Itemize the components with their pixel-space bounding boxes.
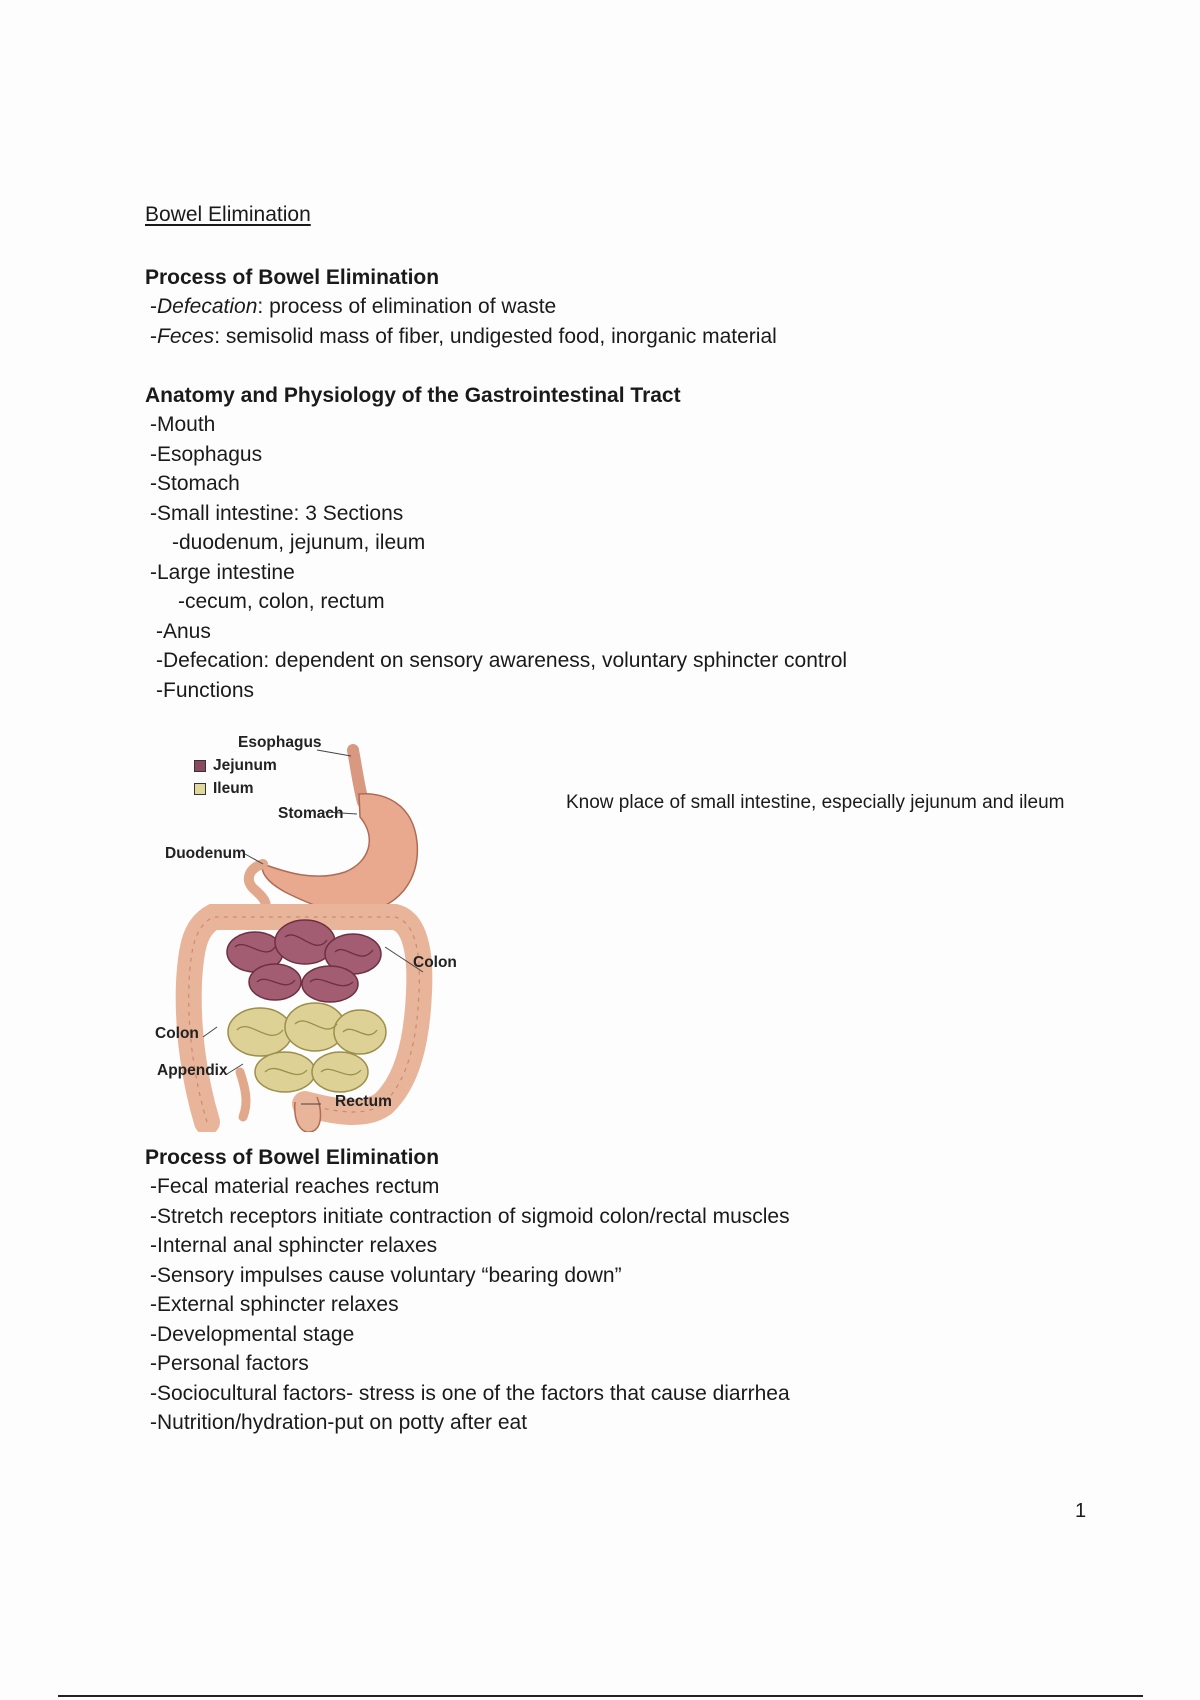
definition: : process of elimination of waste (257, 295, 557, 318)
list-item: -Sensory impulses cause voluntary “bearing down” (150, 1263, 622, 1287)
list-item: -Mouth (150, 413, 216, 436)
section-anatomy (145, 381, 1045, 705)
section-heading: Process of Bowel Elimination (145, 266, 440, 289)
list-item: -Stretch receptors initiate contraction of sigmoid colon/rectal muscles (150, 1204, 790, 1228)
definition: : semisolid mass of fiber, undigested food, inorganic material (214, 324, 777, 348)
list-item: -Feces: semisolid mass of fiber, undigested food, inorganic material (150, 324, 777, 348)
list-item: -Esophagus (150, 442, 263, 466)
rectum-shape (295, 1097, 321, 1132)
gi-tract-figure (145, 732, 470, 1132)
list-item: -Developmental stage (150, 1322, 355, 1346)
ileum-legend-swatch (194, 783, 206, 795)
list-item: -Anus (156, 619, 211, 643)
section-process-definitions (145, 263, 1045, 351)
label-stomach: Stomach (278, 805, 344, 822)
term: Feces (157, 324, 215, 348)
label-ileum: Ileum (213, 780, 254, 797)
ileum-coils (228, 1003, 386, 1092)
jejunum-legend-swatch (194, 760, 206, 772)
list-item: -Small intestine: 3 Sections (150, 501, 404, 525)
label-rectum: Rectum (335, 1093, 392, 1110)
list-item: -Fecal material reaches rectum (150, 1175, 440, 1198)
label-esophagus: Esophagus (238, 734, 322, 751)
term: Defecation (157, 295, 258, 318)
list-item: -Defecation: dependent on sensory awareness, voluntary sphincter control (156, 649, 848, 672)
list-item: -Functions (156, 678, 255, 702)
list-item: -Nutrition/hydration-put on potty after eat (150, 1411, 528, 1434)
section-heading: Process of Bowel Elimination (145, 1146, 440, 1169)
label-appendix: Appendix (157, 1062, 228, 1079)
label-duodenum: Duodenum (165, 845, 246, 862)
study-note: Know place of small intestine, especially jejunum and ileum (566, 792, 1065, 813)
section-process-steps (145, 1143, 1045, 1438)
list-item: -Personal factors (150, 1352, 309, 1375)
footer-divider (58, 1695, 1143, 1697)
document-title: Bowel Elimination (145, 203, 311, 226)
label-colon-right: Colon (413, 954, 457, 971)
list-item: -Stomach (150, 472, 240, 495)
label-jejunum: Jejunum (213, 757, 277, 774)
list-item: -Sociocultural factors- stress is one of the factors that cause diarrhea (150, 1381, 790, 1405)
list-item: -Internal anal sphincter relaxes (150, 1234, 438, 1257)
list-item: -Large intestine (150, 560, 295, 584)
appendix-shape (240, 1072, 246, 1117)
list-subitem: -duodenum, jejunum, ileum (172, 531, 426, 554)
list-item: -External sphincter relaxes (150, 1293, 399, 1316)
page-number: 1 (1075, 1500, 1087, 1522)
list-subitem: -cecum, colon, rectum (178, 590, 385, 613)
jejunum-coils (227, 920, 381, 1002)
list-item: -Defecation: process of elimination of waste (150, 295, 557, 318)
section-heading: Anatomy and Physiology of the Gastrointestinal Tract (145, 384, 681, 407)
label-colon-left: Colon (155, 1025, 199, 1042)
